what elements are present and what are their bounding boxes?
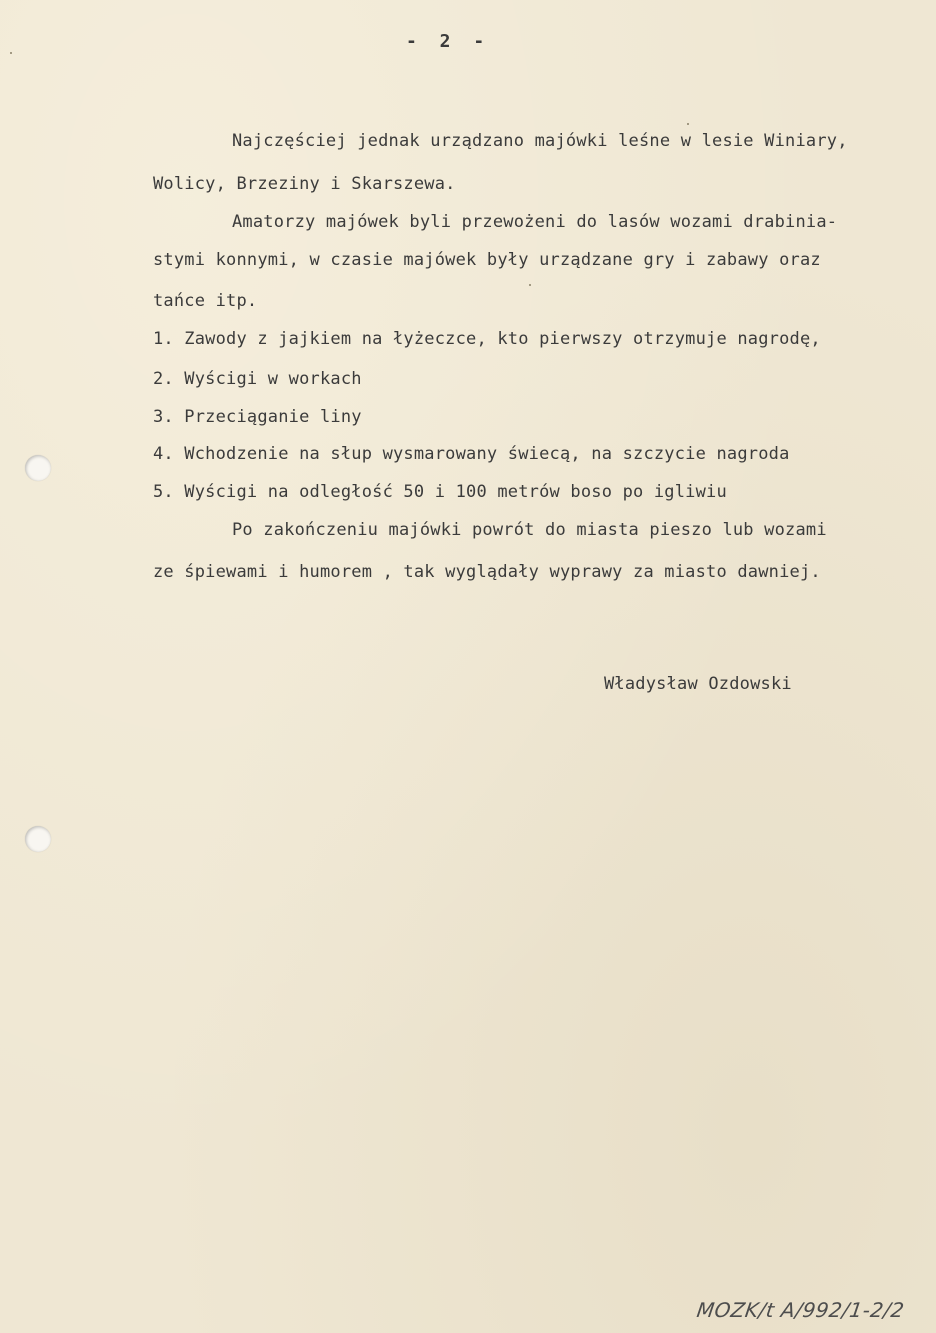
punch-hole-top [25,455,51,481]
list-item: 5. Wyścigi na odległość 50 i 100 metrów boso po igliwiu [153,482,727,502]
list-item: 4. Wchodzenie na słup wysmarowany świecą, na szczycie nagroda [153,444,790,464]
paper-speck [529,284,531,286]
paragraph-2-line-3: tańce itp. [153,291,258,311]
paper-speck [10,52,12,54]
list-item: 1. Zawody z jajkiem na łyżeczce, kto pierwszy otrzymuje nagrodę, [153,329,821,349]
closing-line-2: ze śpiewami i humorem , tak wyglądały wyprawy za miasto dawniej. [153,562,821,582]
punch-hole-bottom [25,826,51,852]
page-number: - 2 - [406,31,491,52]
closing-line-1: Po zakończeniu majówki powrót do miasta pieszo lub wozami [232,520,827,540]
list-item: 3. Przeciąganie liny [153,407,362,427]
paragraph-1-line-1: Najczęściej jednak urządzano majówki leśne w lesie Winiary, [232,131,848,151]
signature: Władysław Ozdowski [604,674,792,694]
paragraph-1-line-2: Wolicy, Brzeziny i Skarszewa. [153,174,456,194]
list-item: 2. Wyścigi w workach [153,369,362,389]
paragraph-2-line-2: stymi konnymi, w czasie majówek były urządzane gry i zabawy oraz [153,250,821,270]
paper-speck [687,123,689,125]
archive-reference-mark: MOZK/t A/992/1-2/2 [695,1298,906,1322]
paragraph-2-line-1: Amatorzy majówek byli przewożeni do lasów wozami drabinia- [232,212,838,232]
